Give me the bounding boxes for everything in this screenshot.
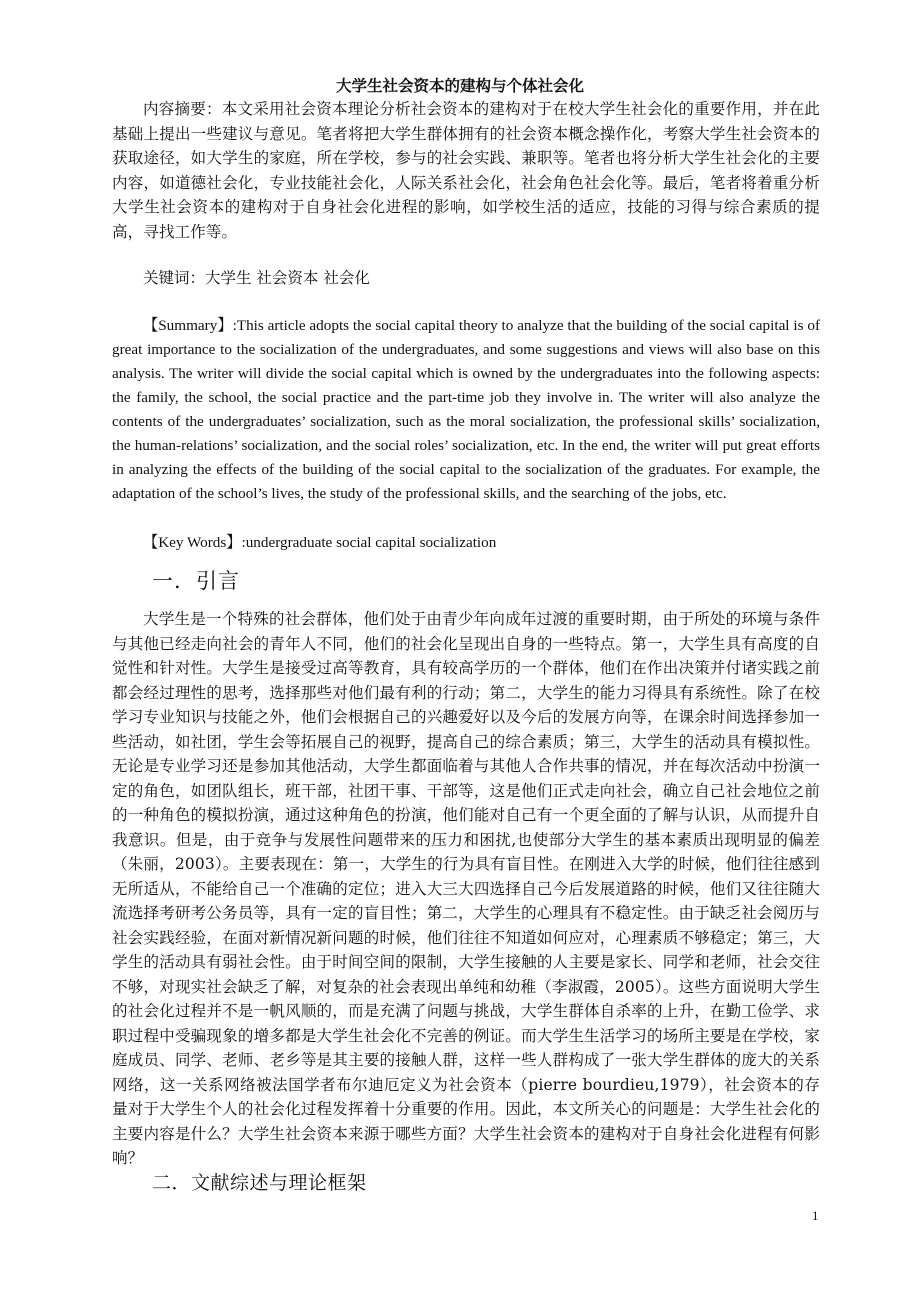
keywords-cn-text: 关键词：大学生 社会资本 社会化 xyxy=(143,269,370,287)
paper-title: 大学生社会资本的建构与个体社会化 xyxy=(335,77,584,95)
section-1-body xyxy=(112,607,820,1171)
abstract-cn-text: 内容摘要：本文采用社会资本理论分析社会资本的建构对于在校大学生社会化的重要作用，并在此基础上提出一些建议与意见。笔者将把大学生群体拥有的社会资本概念操作化，考察大学生社会资本的获取途径，如大学生的家庭，所在学校，参与的社会实践、兼职等。笔者也将分析大学生社会化的主要内容，如道德社会化，专业技能社会化，人际关系社会化，社会角色社会化等。最后，笔者将着重分析大学生社会资本的建构对于自身社会化进程的影响，如学校生活的适应，技能的习得与综合素质的提高，寻找工作等。 xyxy=(112,100,820,241)
page-number: 1 xyxy=(812,1208,819,1223)
section-2-heading: 二．文献综述与理论框架 xyxy=(152,1172,367,1194)
section-1-heading: 一．引言 xyxy=(152,569,240,593)
abstract-cn xyxy=(112,97,820,244)
summary-en xyxy=(112,314,820,506)
keywords-en xyxy=(112,531,820,555)
keywords-en-text: 【Key Words】:undergraduate social capital socialization xyxy=(143,534,497,551)
section-1-text: 大学生是一个特殊的社会群体，他们处于由青少年向成年过渡的重要时期，由于所处的环境与条件与其他已经走向社会的青年人不同，他们的社会化呈现出自身的一些特点。第一，大学生具有高度的自觉性和针对性。大学生是接受过高等教育，具有较高学历的一个群体，他们在作出决策并付诸实践之前都会经过理性的思考，选择那些对他们最有利的行动；第二，大学生的能力习得具有系统性。除了在校学习专业知识与技能之外，他们会根据自己的兴趣爱好以及今后的发展方向等，在课余时间选择参加一些活动，如社团，学生会等拓展自己的视野，提高自己的综合素质；第三，大学生的活动具有模拟性。无论是专业学习还是参加其他活动，大学生都面临着与其他人合作共事的情况，并在每次活动中扮演一定的角色，如团队组长，班干部，社团干事、干部等，这是他们正式走向社会，确立自己社会地位之前的一种角色的模拟扮演，通过这种角色的扮演，他们能对自己有一个更全面的了解与认识，从而提升自我意识。但是，由于竞争与发展性问题带来的压力和困扰,也使部分大学生的基本素质出现明显的偏差（朱丽，2003）。主要表现在：第一，大学生的行为具有盲目性。在刚进入大学的时候，他们往往感到无所适从，不能给自己一个准确的定位；进入大三大四选择自己今后发展道路的时候，他们又往往随大流选择考研考公务员等，具有一定的盲目性；第二，大学生的心理具有不稳定性。由于缺乏社会阅历与社会实践经验，在面对新情况新问题的时候，他们往往不知道如何应对，心理素质不够稳定；第三，大学生的活动具有弱社会性。由于时间空间的限制，大学生接触的人主要是家长、同学和老师，社会交往不够，对现实社会缺乏了解，对复杂的社会表现出单纯和幼稚（李淑霞，2005）。这些方面说明大学生的社会化过程并不是一帆风顺的，而是充满了问题与挑战，大学生群体自杀率的上升，在勤工俭学、求职过程中受骗现象的增多都是大学生社会化不完善的例证。而大学生生活学习的场所主要是在学校，家庭成员、同学、老师、老乡等是其主要的接触人群，这样一些人群构成了一张大学生群体的庞大的关系网络，这一关系网络被法国学者布尔迪厄定义为社会资本（pierre bourdieu,1979），社会资本的存量对于大学生个人的社会化过程发挥着十分重要的作用。因此，本文所关心的问题是：大学生社会化的主要内容是什么？大学生社会资本来源于哪些方面？大学生社会资本的建构对于自身社会化进程有何影响？ xyxy=(112,610,820,1167)
keywords-cn xyxy=(112,266,820,290)
summary-en-text: 【Summary】:This article adopts the social capital theory to analyze that the building of the social capital is of great importance to the socialization of the undergraduates, and some suggestions and views will also base on this analysis. The writer will divide the social capital which is owned by the undergraduates into the following aspects: the family, the school, the social practice and the part-time job they involve in. The writer will also analyze the contents of the undergraduates’ socialization, such as the moral socialization, the professional skills’ socialization, the human-relations’ socialization, and the social roles’ socialization, etc. In the end, the writer will put great efforts in analyzing the effects of the building of the social capital to the socialization of the graduates. For example, the adaptation of the school’s lives, the study of the professional skills, and the searching of the jobs, etc. xyxy=(112,317,820,502)
